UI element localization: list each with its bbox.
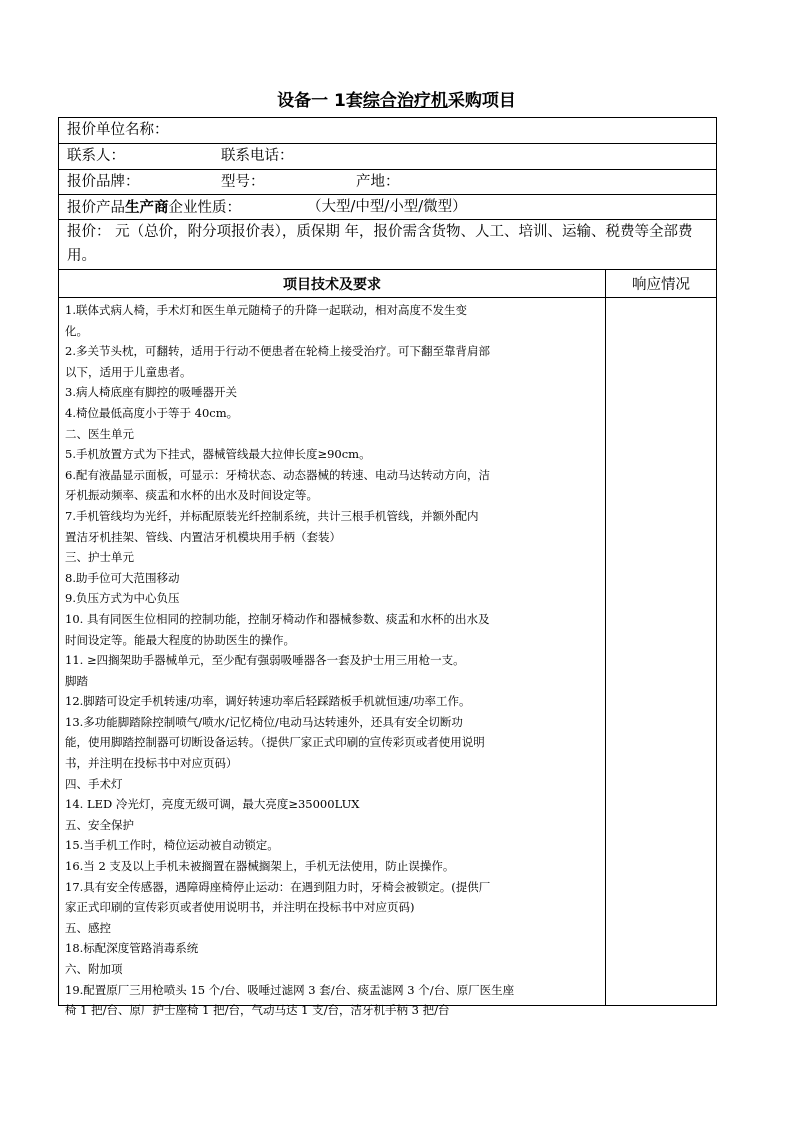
req-line: 椅 1 把/台、原厂护士座椅 1 把/台，气动马达 1 支/台，洁牙机手柄 3 把/台 <box>65 1003 450 1018</box>
req-line: 二、医生单元 <box>65 426 134 441</box>
req-line: 家正式印刷的宣传彩页或者使用说明书，并注明在投标书中对应页码) <box>65 900 415 915</box>
req-line: 1.联体式病人椅，手术灯和医生单元随椅子的升降一起联动，相对高度不发生变 <box>65 303 467 317</box>
col-header-requirements: 项目技术及要求 <box>283 277 381 293</box>
req-line: 18.标配深度管路消毒系统 <box>65 941 199 956</box>
nature-suffix: 企业性质： <box>168 200 241 216</box>
requirements-list <box>59 300 605 1021</box>
req-line: 19.配置原厂三用枪喷头 15 个/台、吸唾过滤网 3 套/台、痰盂滤网 3 个/台、原厂医生座 <box>65 982 515 997</box>
req-line: 14. LED 冷光灯，亮度无级可调，最大亮度≥35000LUX <box>65 797 360 812</box>
req-line: 五、安全保护 <box>65 817 134 832</box>
req-line: 脚踏 <box>65 673 88 688</box>
req-line: 8.助手位可大范围移动 <box>65 570 180 585</box>
req-line: 书，并注明在投标书中对应页码） <box>65 756 238 771</box>
req-line: 时间设定等。能最大程度的协助医生的操作。 <box>65 632 295 647</box>
title-prefix: 设备一 1套 <box>277 91 363 111</box>
req-line: 9.负压方式为中心负压 <box>65 591 180 606</box>
row-unit <box>59 118 716 144</box>
nature-options: （大型/中型/小型/微型） <box>307 199 467 215</box>
title-suffix: 采购项目 <box>447 91 516 111</box>
contact-label: 联系人： <box>67 148 125 164</box>
req-line: 五、感控 <box>65 920 111 935</box>
req-line: 以下，适用于儿童患者。 <box>65 364 192 379</box>
req-line: 11. ≥四搁架助手器械单元，至少配有强弱吸唾器各一套及护士用三用枪一支。 <box>65 653 465 668</box>
nature-bold: 生产商 <box>125 199 169 216</box>
nature-prefix: 报价产品 <box>67 200 125 216</box>
req-line: 7.手机管线均为光纤，并标配原装光纤控制系统，共计三根手机管线，并额外配内 <box>65 508 479 523</box>
quote-form-table <box>58 117 717 1018</box>
row-nature <box>59 195 716 220</box>
req-line: 16.当 2 支及以上手机未被搁置在器械搁架上，手机无法使用，防止误操作。 <box>65 859 455 874</box>
price-text: 报价： 元（总价，附分项报价表），质保期 年，报价需含货物、人工、培训、运输、税费等全部费用。 <box>67 224 693 264</box>
req-line: 2.多关节头枕，可翻转，适用于行动不便患者在轮椅上接受治疗。可下翻至靠背肩部 <box>65 344 490 359</box>
req-line: 12.脚踏可设定手机转速/功率，调好转速功率后轻踩踏板手机就恒速/功率工作。 <box>65 694 471 709</box>
row-contact <box>59 144 716 170</box>
phone-label: 联系电话： <box>221 148 294 164</box>
req-line: 置洁牙机挂架、管线、内置洁牙机模块用手柄（套装） <box>65 529 341 544</box>
req-line: 17.具有安全传感器，遇障碍座椅停止运动：在遇到阻力时，牙椅会被锁定。(提供厂 <box>65 879 491 894</box>
req-line: 四、手术灯 <box>65 776 123 791</box>
req-line: 3.病人椅底座有脚控的吸唾器开关 <box>65 385 237 400</box>
page-title <box>0 86 793 111</box>
req-line: 6.配有液晶显示面板，可显示：牙椅状态、动态器械的转速、电动马达转动方向，洁 <box>65 467 490 482</box>
req-line: 六、附加项 <box>65 962 123 976</box>
unit-label: 报价单位名称： <box>67 122 169 138</box>
req-line: 4.椅位最低高度小于等于 40cm。 <box>65 405 239 420</box>
brand-label: 报价品牌： <box>67 174 140 190</box>
req-line: 牙机振动频率、痰盂和水杯的出水及时间设定等。 <box>65 488 318 503</box>
col-header-response: 响应情况 <box>632 277 690 293</box>
req-line: 三、护士单元 <box>65 550 134 565</box>
req-line: 10. 具有同医生位相同的控制功能，控制牙椅动作和器械参数、痰盂和水杯的出水及 <box>65 611 490 626</box>
row-price <box>59 220 716 270</box>
req-line: 能，使用脚踏控制器可切断设备运转。（提供厂家正式印刷的宣传彩页或者使用说明 <box>65 735 485 750</box>
origin-label: 产地： <box>356 174 400 190</box>
title-underlined: 综合治疗机 <box>362 91 448 111</box>
model-label: 型号： <box>221 174 265 190</box>
req-line: 15.当手机工作时，椅位运动被自动锁定。 <box>65 838 279 853</box>
column-divider <box>605 270 606 1006</box>
table-header-row <box>59 270 716 298</box>
req-line: 化。 <box>65 323 88 338</box>
req-line: 5.手机放置方式为下挂式，器械管线最大拉伸长度≥90cm。 <box>65 447 371 462</box>
row-brand <box>59 170 716 195</box>
req-line: 13.多功能脚踏除控制喷气/喷水/记忆椅位/电动马达转速外，还具有安全切断功 <box>65 714 463 729</box>
